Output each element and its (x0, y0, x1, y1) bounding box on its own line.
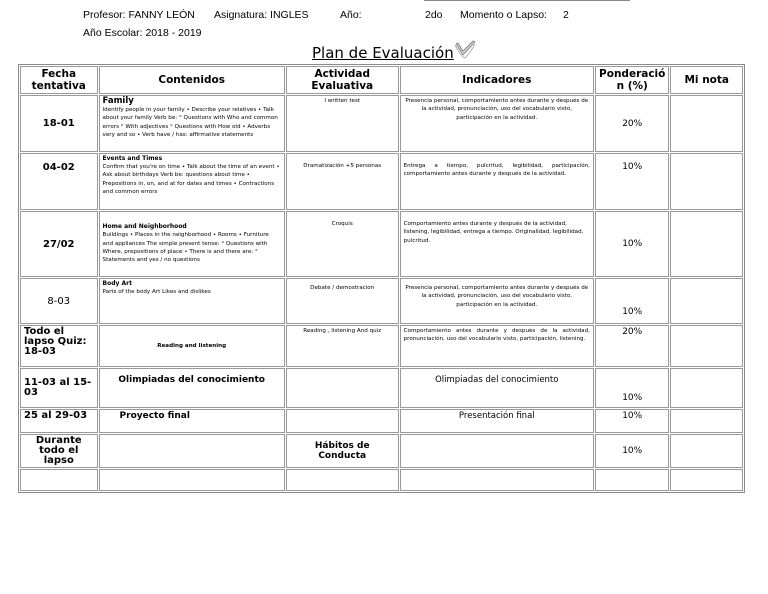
grade-cell[interactable] (670, 325, 743, 367)
weight-cell: 20% (595, 95, 670, 152)
indicators-cell: Comportamiento antes durante y después de la actividad, listening, legibilidad, entrega a tiempo. Originalidad, legibilidad, pulcritud. (400, 211, 594, 277)
grade-cell[interactable] (670, 211, 743, 277)
contents-cell: Proyecto final (99, 409, 285, 433)
contents-text: Buildings • Places in the neighborhood • Rooms • Furniture and appliances The simple present tense: ° Questions with Where, prepositions of place • There is and there are: ° Statements and yes / no questions (102, 232, 269, 264)
date-cell: Todo el lapso Quiz: 18-03 (20, 325, 98, 367)
term-value: 2 (563, 9, 569, 21)
date-cell: Durante todo el lapso (20, 434, 98, 468)
contents-cell (99, 278, 285, 324)
indicators-cell: Olimpiadas del conocimiento (400, 368, 594, 408)
grade-value: 2do (425, 9, 443, 21)
grade-cell[interactable] (670, 153, 743, 210)
weight-cell: 10% (595, 434, 670, 468)
weight-cell: 20% (595, 325, 670, 367)
table-row (20, 469, 743, 491)
page-title: Plan de Evaluación (312, 44, 454, 62)
activity-cell: Debate / demostracion (286, 278, 399, 324)
table-row (20, 409, 743, 433)
year-label: Año: (340, 9, 362, 21)
date-cell: 25 al 29-03 (20, 409, 98, 433)
contents-cell (99, 153, 285, 210)
contents-text: Confirm that you're on time • Talk about the time of an event • Ask about birthdays Verb be: questions about time • Prepositions in, on, and at for dates and times • Contractions and common errors (102, 164, 280, 195)
top-rule (424, 0, 630, 1)
date-cell: 11-03 al 15-03 (20, 368, 98, 408)
date-cell: 18-01 (20, 95, 98, 152)
indicators-cell (400, 469, 594, 491)
contents-cell: Reading and listening (99, 325, 285, 367)
table-row (20, 434, 743, 468)
date-cell (20, 469, 98, 491)
contents-cell (99, 95, 285, 152)
col-header-contents: Contenidos (99, 66, 285, 94)
activity-cell: Hábitos de Conducta (286, 434, 399, 468)
indicators-cell: Presentación final (400, 409, 594, 433)
date-cell: 8-03 (20, 278, 98, 324)
school-year-label: Año Escolar: 2018 - 2019 (83, 27, 202, 39)
indicators-cell (400, 434, 594, 468)
contents-title: Events and Times (102, 155, 163, 162)
col-header-indicators: Indicadores (400, 66, 594, 94)
col-header-activity: Actividad Evaluativa (286, 66, 399, 94)
contents-text: Parts of the body Art Likes and dislikes (102, 289, 211, 295)
term-label: Momento o Lapso: (460, 9, 547, 21)
contents-cell (99, 434, 285, 468)
table-row (20, 325, 743, 367)
grade-cell[interactable] (670, 434, 743, 468)
grade-cell[interactable] (670, 95, 743, 152)
col-header-weight: Ponderació n (%) (595, 66, 670, 94)
indicators-cell: Presencia personal, comportamiento antes durante y después de la actividad, pronunciación, uso del vocabulario visto, participación en la actividad. (400, 95, 594, 152)
weight-cell: 10% (595, 153, 670, 210)
activity-cell (286, 368, 399, 408)
contents-cell (99, 469, 285, 491)
activity-cell: I written test (286, 95, 399, 152)
date-cell: 27/02 (20, 211, 98, 277)
weight-cell: 10% (595, 278, 670, 324)
table-row (20, 95, 743, 152)
indicators-cell: Presencia personal, comportamiento antes durante y después de la actividad, pronunciación, uso del vocabulario visto, participación en la actividad. (400, 278, 594, 324)
table-header-row (20, 66, 743, 94)
teacher-label: Profesor: FANNY LEÓN (83, 9, 195, 21)
table-row (20, 368, 743, 408)
pencil-check-icon (453, 40, 477, 60)
evaluation-plan-table (18, 64, 745, 493)
col-header-date: Fecha tentativa (20, 66, 98, 94)
grade-cell[interactable] (670, 469, 743, 491)
weight-cell: 10% (595, 409, 670, 433)
weight-cell: 10% (595, 368, 670, 408)
grade-cell[interactable] (670, 368, 743, 408)
contents-text: Identify people in your family • Describe your relatives • Talk about your family Verb be: ° Questions with Who and common errors ° With adjectives ° Questions with How old • Adverbs very and so • Verb have / has: affirmative statements (102, 107, 278, 138)
grade-cell[interactable] (670, 278, 743, 324)
subject-label: Asignatura: INGLES (214, 9, 309, 21)
activity-cell: Dramatización +5 personas (286, 153, 399, 210)
indicators-cell: Comportamiento antes durante y después de la actividad, pronunciación, uso del vocabulario visto, participación, listening. (400, 325, 594, 367)
date-cell: 04-02 (20, 153, 98, 210)
activity-cell: Croquis (286, 211, 399, 277)
table-row (20, 153, 743, 210)
grade-cell[interactable] (670, 409, 743, 433)
contents-cell: Olimpiadas del conocimiento (99, 368, 285, 408)
activity-cell (286, 469, 399, 491)
contents-title: Body Art (102, 280, 132, 287)
col-header-grade: Mi nota (670, 66, 743, 94)
contents-title: Home and Neighborhood (102, 223, 187, 231)
table-row (20, 211, 743, 277)
table-row (20, 278, 743, 324)
contents-title: Family (102, 96, 134, 106)
activity-cell (286, 409, 399, 433)
weight-cell (595, 469, 670, 491)
weight-cell: 10% (595, 211, 670, 277)
indicators-cell: Entrega a tiempo, pulcritud, legibilidad, participación, comportamiento antes durante y después de la actividad. (400, 153, 594, 210)
contents-cell (99, 211, 285, 277)
activity-cell: Reading , listening And quiz (286, 325, 399, 367)
